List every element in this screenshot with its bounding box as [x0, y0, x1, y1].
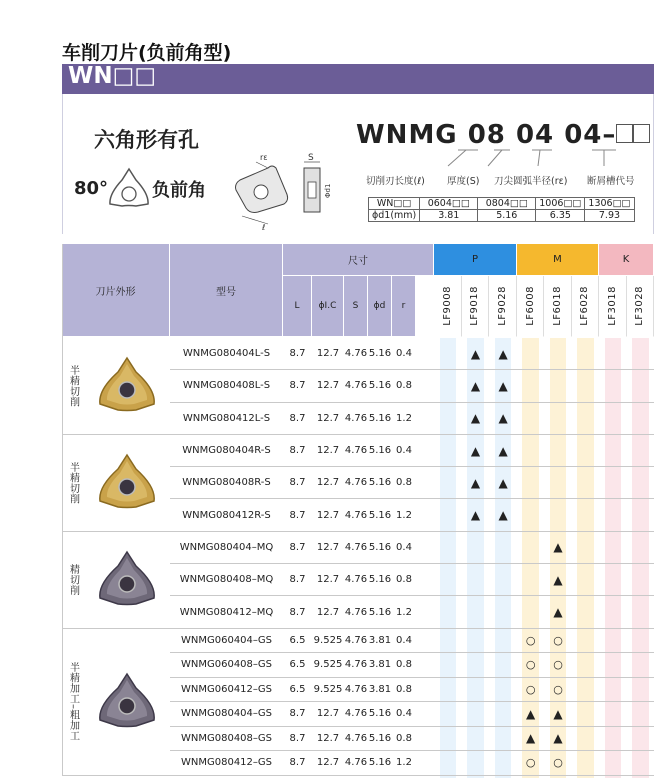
- grade-label: LF3018: [606, 286, 618, 326]
- shape-title: 六角形有孔: [94, 128, 199, 152]
- s-cell: 4.76: [344, 477, 368, 489]
- d-cell: 5.16: [368, 541, 392, 553]
- triangle-mark: ▲: [553, 572, 563, 587]
- angle-label: 80°: [74, 178, 109, 199]
- circle-mark: ○: [553, 756, 563, 770]
- code-leader-lines: [360, 146, 620, 174]
- size-table-cell: 1306□□: [585, 198, 634, 210]
- triangle-mark: ▲: [498, 346, 508, 361]
- table-row: [170, 370, 654, 402]
- table-row: [170, 727, 654, 752]
- code-box-1: [616, 124, 633, 143]
- rake-label: 负前角: [152, 180, 206, 201]
- ic-cell: 12.7: [316, 348, 340, 360]
- table-row: [170, 751, 654, 776]
- model-cell: WNMG080408–GS: [180, 732, 272, 744]
- header-grade-lf9018: [462, 276, 490, 337]
- header-dim-4: r: [392, 276, 416, 337]
- s-cell: 4.76: [344, 757, 368, 769]
- circle-mark: ○: [525, 756, 536, 770]
- insert-photo-icon: [92, 670, 162, 734]
- r-cell: 1.2: [396, 606, 412, 618]
- triangle-mark: ▲: [498, 508, 508, 523]
- r-cell: 0.8: [396, 380, 412, 392]
- drawing-re-label: rε: [260, 154, 268, 162]
- s-cell: 4.76: [344, 445, 368, 457]
- triangle-mark: ▲: [498, 411, 508, 426]
- header-grade-lf3028: [627, 276, 655, 337]
- triangle-mark: ▲: [470, 378, 481, 393]
- size-table-cell: WN□□: [369, 198, 420, 210]
- label-chipbreaker: 断屑槽代号: [587, 176, 635, 187]
- r-cell: 1.2: [396, 412, 412, 424]
- label-cut-length: 切削刃长度(ℓ): [366, 176, 425, 187]
- ic-cell: 12.7: [316, 380, 340, 392]
- model-cell: WNMG080412L-S: [182, 412, 271, 424]
- table-row: [170, 629, 654, 654]
- category-label: [62, 435, 84, 532]
- size-table-cell: 6.35: [536, 210, 585, 222]
- ic-cell: 12.7: [316, 606, 340, 618]
- table-row: [170, 532, 654, 564]
- l-cell: 6.5: [289, 634, 306, 646]
- grade-label: LF9008: [441, 286, 453, 326]
- model-cell: WNMG060408–GS: [180, 659, 272, 671]
- category-label: [62, 532, 84, 629]
- triangle-mark: ▲: [526, 706, 536, 721]
- insert-photo: [84, 338, 170, 435]
- model-cell: WNMG080412–MQ: [179, 606, 274, 618]
- d-cell: 3.81: [368, 634, 392, 646]
- s-cell: 4.76: [344, 683, 368, 695]
- s-cell: 4.76: [344, 412, 368, 424]
- r-cell: 0.8: [396, 683, 412, 695]
- model-cell: WNMG080404–MQ: [179, 541, 274, 553]
- insert-photo: [84, 532, 170, 629]
- table-row: [170, 435, 654, 467]
- header-group-m: M: [517, 244, 599, 276]
- triangle-mark: ▲: [470, 346, 481, 361]
- insert-top-view-drawing: [228, 154, 294, 232]
- label-thickness: 厚度(S): [447, 176, 480, 187]
- page-title: 车削刀片(负前角型): [62, 42, 232, 64]
- grade-label: LF6008: [524, 286, 536, 326]
- table-row: [170, 678, 654, 703]
- circle-mark: ○: [553, 682, 563, 696]
- table-row: [170, 403, 654, 435]
- table-row: [170, 653, 654, 678]
- l-cell: 8.7: [289, 732, 306, 744]
- d-cell: 5.16: [368, 477, 392, 489]
- r-cell: 0.4: [396, 348, 412, 360]
- d-cell: 5.16: [368, 708, 392, 720]
- l-cell: 6.5: [289, 659, 306, 671]
- d-cell: 3.81: [368, 683, 392, 695]
- size-table-cell: 5.16: [478, 210, 536, 222]
- insert-side-view-drawing: [296, 152, 346, 224]
- header-grade-lf6008: [517, 276, 544, 337]
- triangle-mark: ▲: [470, 443, 481, 458]
- insert-photo-icon: [92, 354, 162, 418]
- model-cell: WNMG080404R-S: [182, 445, 271, 457]
- circle-mark: ○: [525, 633, 536, 647]
- table-left-border: [62, 244, 63, 776]
- l-cell: 8.7: [289, 477, 306, 489]
- d-cell: 5.16: [368, 732, 392, 744]
- d-cell: 5.16: [368, 757, 392, 769]
- ic-cell: 12.7: [316, 732, 340, 744]
- r-cell: 1.2: [396, 509, 412, 521]
- header-shape: 刀片外形: [62, 244, 170, 337]
- table-row: [170, 564, 654, 596]
- circle-mark: ○: [553, 658, 563, 672]
- label-nose-radius: 刀尖圆弧半径(rε): [494, 176, 568, 187]
- l-cell: 8.7: [289, 509, 306, 521]
- size-table-cell: 7.93: [585, 210, 634, 222]
- triangle-mark: ▲: [553, 731, 563, 746]
- grade-label: LF9028: [497, 286, 509, 326]
- header-grade-lf6018: [544, 276, 571, 337]
- grade-label: LF9018: [469, 286, 481, 326]
- code-box-2: [633, 124, 650, 143]
- category-text: 半精加工–粗加工: [67, 662, 79, 742]
- l-cell: 8.7: [289, 574, 306, 586]
- s-cell: 4.76: [344, 606, 368, 618]
- ic-cell: 9.525: [313, 683, 343, 695]
- size-table-cell: 0604□□: [420, 198, 478, 210]
- model-cell: WNMG080404–GS: [180, 708, 272, 720]
- r-cell: 0.4: [396, 708, 412, 720]
- model-cell: WNMG060404–GS: [180, 634, 272, 646]
- s-cell: 4.76: [344, 348, 368, 360]
- triangle-mark: ▲: [498, 443, 508, 458]
- size-table-cell: ϕd1(mm): [369, 210, 420, 222]
- table-row: [170, 500, 654, 532]
- header-dim-2: S: [344, 276, 368, 337]
- triangle-mark: ▲: [470, 508, 481, 523]
- header-grade-lf9028: [489, 276, 517, 337]
- l-cell: 8.7: [289, 348, 306, 360]
- l-cell: 6.5: [289, 683, 306, 695]
- d-cell: 5.16: [368, 574, 392, 586]
- ic-cell: 9.525: [313, 659, 343, 671]
- l-cell: 8.7: [289, 380, 306, 392]
- ic-cell: 9.525: [313, 634, 343, 646]
- ic-cell: 12.7: [316, 477, 340, 489]
- r-cell: 0.8: [396, 477, 412, 489]
- circle-mark: ○: [553, 633, 563, 647]
- triangle-mark: ▲: [470, 475, 481, 490]
- code-part3: 04–: [564, 120, 617, 150]
- header-dim-1: ϕI.C: [312, 276, 344, 337]
- size-table-cell: 3.81: [420, 210, 478, 222]
- r-cell: 1.2: [396, 757, 412, 769]
- header-group-k: K: [599, 244, 654, 276]
- l-cell: 8.7: [289, 541, 306, 553]
- r-cell: 0.4: [396, 445, 412, 457]
- l-cell: 8.7: [289, 708, 306, 720]
- header-dim-0: L: [283, 276, 312, 337]
- drawing-l-label: ℓ: [262, 223, 266, 232]
- r-cell: 0.8: [396, 574, 412, 586]
- r-cell: 0.8: [396, 732, 412, 744]
- header-dim-3: ϕd: [368, 276, 392, 337]
- table-row: [170, 338, 654, 370]
- category-label: [62, 629, 84, 776]
- d-cell: 5.16: [368, 606, 392, 618]
- header-model: 型号: [170, 244, 283, 337]
- grade-label: LF6018: [551, 286, 563, 326]
- triangle-mark: ▲: [553, 605, 563, 620]
- s-cell: 4.76: [344, 634, 368, 646]
- d-cell: 5.16: [368, 509, 392, 521]
- table-row: [170, 467, 654, 499]
- model-cell: WNMG080408R-S: [182, 477, 271, 489]
- ic-cell: 12.7: [316, 708, 340, 720]
- l-cell: 8.7: [289, 412, 306, 424]
- insert-photo: [84, 435, 170, 532]
- triangle-mark: ▲: [553, 540, 563, 555]
- s-cell: 4.76: [344, 380, 368, 392]
- grade-label: LF6028: [579, 286, 591, 326]
- insert-photo: [84, 629, 170, 776]
- r-cell: 0.4: [396, 634, 412, 646]
- table-row: [170, 702, 654, 727]
- triangle-mark: ▲: [498, 475, 508, 490]
- l-cell: 8.7: [289, 606, 306, 618]
- grade-label: LF3028: [634, 286, 646, 326]
- d-cell: 5.16: [368, 412, 392, 424]
- s-cell: 4.76: [344, 708, 368, 720]
- ic-cell: 12.7: [316, 757, 340, 769]
- d-cell: 5.16: [368, 348, 392, 360]
- l-cell: 8.7: [289, 757, 306, 769]
- triangle-mark: ▲: [470, 411, 481, 426]
- model-cell: WNMG080408L-S: [182, 380, 271, 392]
- ic-cell: 12.7: [316, 541, 340, 553]
- series-code: WN□□: [68, 63, 157, 89]
- r-cell: 0.8: [396, 659, 412, 671]
- ic-cell: 12.7: [316, 445, 340, 457]
- s-cell: 4.76: [344, 509, 368, 521]
- size-table-cell: 0804□□: [478, 198, 536, 210]
- category-text: 半精切削: [67, 461, 79, 504]
- category-text: 精切削: [67, 563, 79, 596]
- category-label: [62, 338, 84, 435]
- size-table-row: [369, 210, 635, 222]
- circle-mark: ○: [525, 658, 536, 672]
- model-cell: WNMG080412–GS: [180, 757, 272, 769]
- s-cell: 4.76: [344, 541, 368, 553]
- header-group-p: P: [434, 244, 517, 276]
- trigon-80-icon: [106, 166, 152, 210]
- size-table-cell: 1006□□: [536, 198, 585, 210]
- triangle-mark: ▲: [553, 706, 563, 721]
- d-cell: 5.16: [368, 380, 392, 392]
- ic-cell: 12.7: [316, 574, 340, 586]
- s-cell: 4.76: [344, 574, 368, 586]
- d-cell: 3.81: [368, 659, 392, 671]
- drawing-d1-label: Φd1: [324, 183, 332, 198]
- drawing-s-label: S: [308, 153, 314, 163]
- model-cell: WNMG080408–MQ: [179, 574, 274, 586]
- triangle-mark: ▲: [498, 378, 508, 393]
- category-text: 半精切削: [67, 364, 79, 407]
- triangle-mark: ▲: [526, 731, 536, 746]
- model-cell: WNMG080412R-S: [182, 509, 271, 521]
- circle-mark: ○: [525, 682, 536, 696]
- ic-cell: 12.7: [316, 509, 340, 521]
- header-size: 尺寸: [283, 244, 434, 276]
- code-part1: 08: [467, 120, 506, 150]
- size-table-row: [369, 198, 635, 210]
- d-cell: 5.16: [368, 445, 392, 457]
- ic-cell: 12.7: [316, 412, 340, 424]
- table-row: [170, 596, 654, 628]
- insert-photo-icon: [92, 548, 162, 612]
- size-table: [368, 197, 635, 222]
- model-cell: WNMG060412–GS: [180, 683, 272, 695]
- code-prefix: WNMG: [356, 120, 458, 150]
- l-cell: 8.7: [289, 445, 306, 457]
- s-cell: 4.76: [344, 659, 368, 671]
- header-grade-lf6028: [572, 276, 599, 337]
- header-grade-lf3018: [599, 276, 627, 337]
- s-cell: 4.76: [344, 732, 368, 744]
- code-part2: 04: [515, 120, 555, 150]
- model-cell: WNMG080404L-S: [182, 348, 271, 360]
- r-cell: 0.4: [396, 541, 412, 553]
- header-grade-lf9008: [434, 276, 462, 337]
- insert-photo-icon: [92, 451, 162, 515]
